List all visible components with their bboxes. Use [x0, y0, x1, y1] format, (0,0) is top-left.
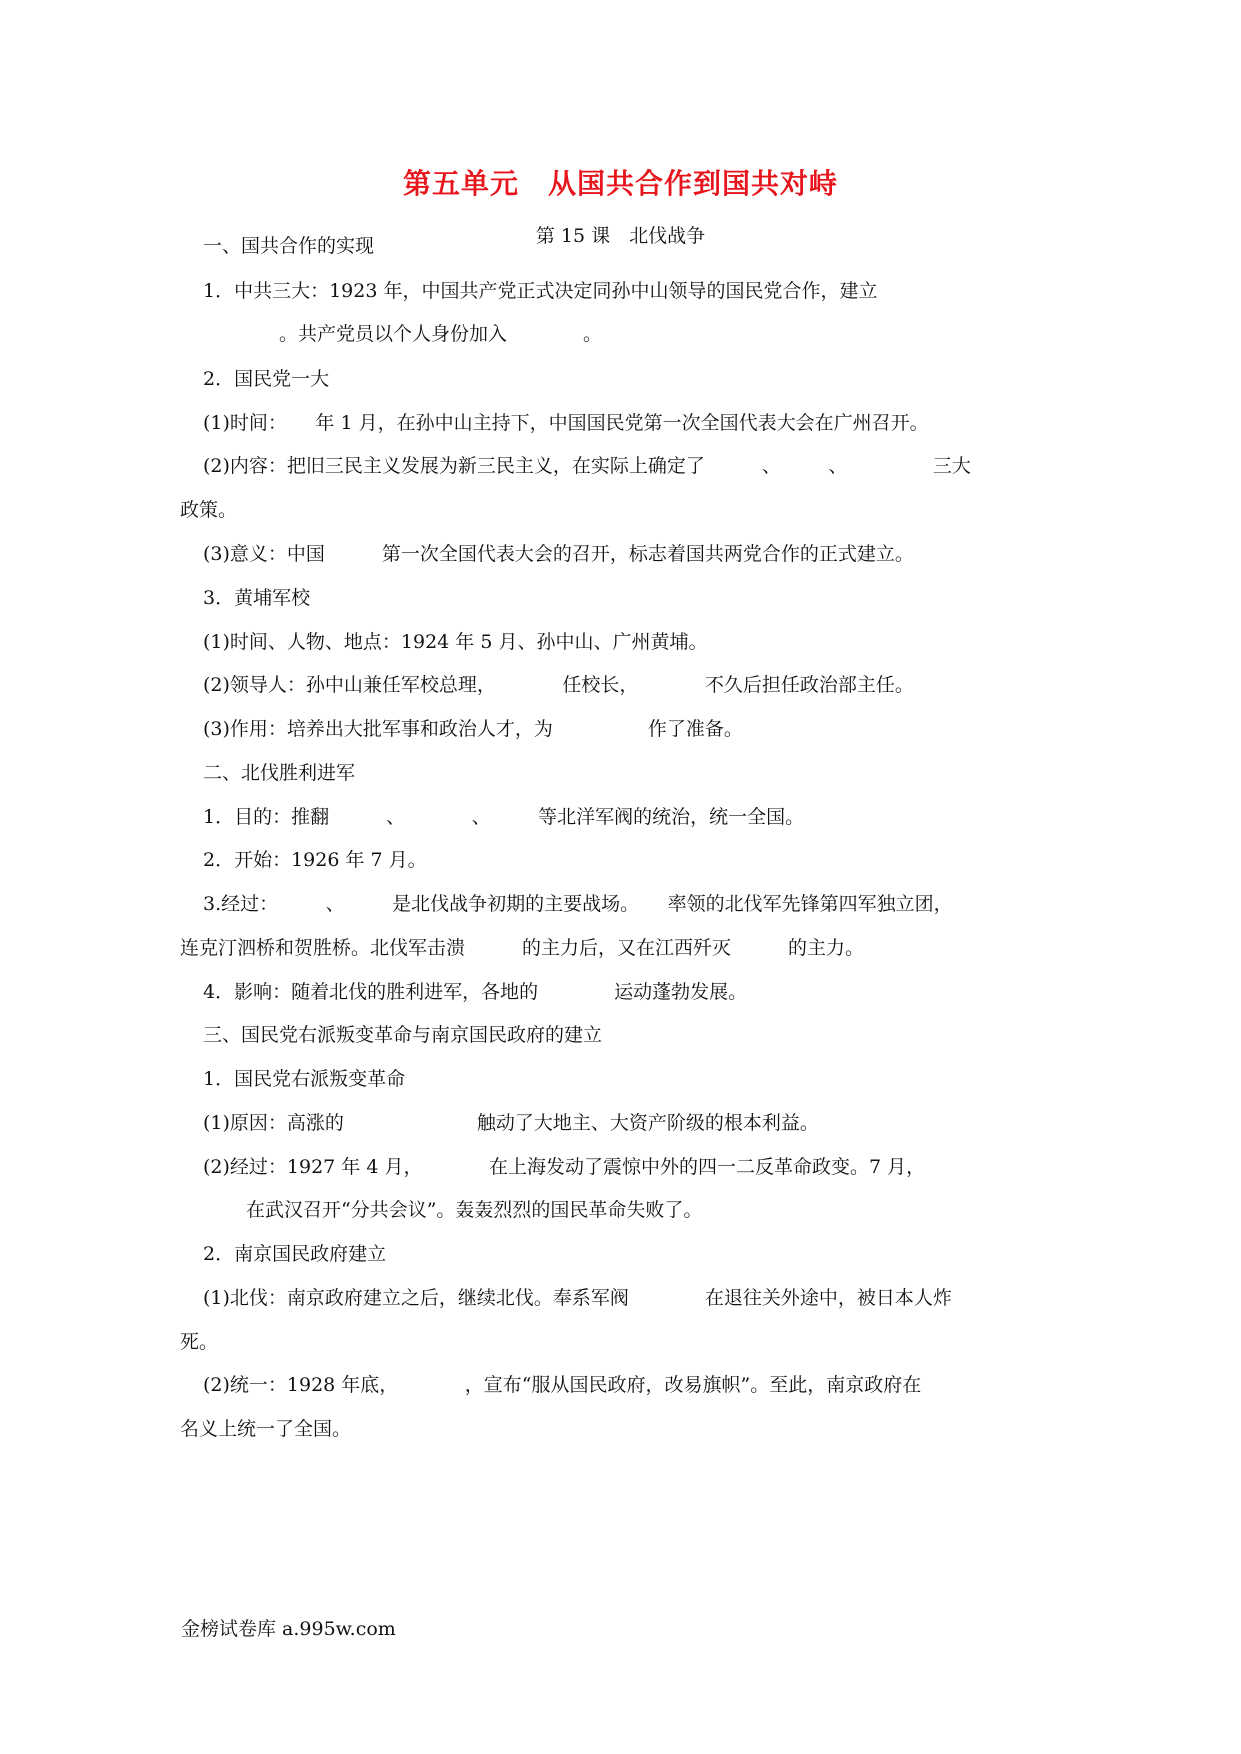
body-line: 3.经过： 、 是北伐战争初期的主要战场。 率领的北伐军先锋第四军独立团， [203, 893, 953, 915]
body-line: 死。 [180, 1331, 219, 1353]
body-line: (1)北伐：南京政府建立之后，继续北伐。奉系军阀 在退往关外途中，被日本人炸 [203, 1287, 952, 1309]
section-heading: 一、国共合作的实现 [203, 235, 375, 257]
body-line: 连克汀泗桥和贺胜桥。北伐军击溃 的主力后，又在江西歼灭 的主力。 [180, 937, 865, 959]
body-line: 。共产党员以个人身份加入 。 [203, 323, 603, 345]
body-line: 在武汉召开“分共会议”。轰轰烈烈的国民革命失败了。 [246, 1199, 703, 1221]
body-line: 1．目的：推翻 、 、 等北洋军阀的统治，统一全国。 [203, 806, 805, 828]
body-line: (2)内容：把旧三民主义发展为新三民主义，在实际上确定了 、 、 三大 [203, 455, 971, 477]
body-line: (2)领导人：孙中山兼任军校总理， 任校长， 不久后担任政治部主任。 [203, 674, 914, 696]
subsection-heading: 1．国民党右派叛变革命 [203, 1068, 406, 1090]
body-line: 2．开始：1926 年 7 月。 [203, 849, 427, 871]
body-line: 4．影响：随着北伐的胜利进军，各地的 运动蓬勃发展。 [203, 981, 748, 1003]
section-heading: 三、国民党右派叛变革命与南京国民政府的建立 [203, 1024, 603, 1046]
body-line: 1．中共三大：1923 年，中国共产党正式决定同孙中山领导的国民党合作，建立 [203, 280, 878, 302]
section-heading: 二、北伐胜利进军 [203, 762, 356, 784]
body-line: 政策。 [180, 499, 238, 521]
body-line: (1)时间、人物、地点：1924 年 5 月、孙中山、广州黄埔。 [203, 631, 708, 653]
subsection-heading: 2．国民党一大 [203, 368, 330, 390]
footer-watermark: 金榜试卷库 a.995w.com [181, 1618, 396, 1640]
lesson-title: 第 15 课 北伐战争 [535, 225, 706, 247]
body-line: 名义上统一了全国。 [180, 1418, 352, 1440]
body-line: (3)意义：中国 第一次全国代表大会的召开，标志着国共两党合作的正式建立。 [203, 543, 914, 565]
body-line: (3)作用：培养出大批军事和政治人才，为 作了准备。 [203, 718, 743, 740]
unit-title: 第五单元 从国共合作到国共对峙 [402, 167, 838, 200]
body-line: (2)经过：1927 年 4 月， 在上海发动了震惊中外的四一二反革命政变。7 月， [203, 1156, 926, 1178]
body-line: (1)原因：高涨的 触动了大地主、大资产阶级的根本利益。 [203, 1112, 819, 1134]
body-line: (1)时间： 年 1 月，在孙中山主持下，中国国民党第一次全国代表大会在广州召开。 [203, 412, 929, 434]
subsection-heading: 2．南京国民政府建立 [203, 1243, 387, 1265]
subsection-heading: 3．黄埔军校 [203, 587, 311, 609]
body-line: (2)统一：1928 年底， ，宣布“服从国民政府，改易旗帜”。至此，南京政府在 [203, 1374, 922, 1396]
